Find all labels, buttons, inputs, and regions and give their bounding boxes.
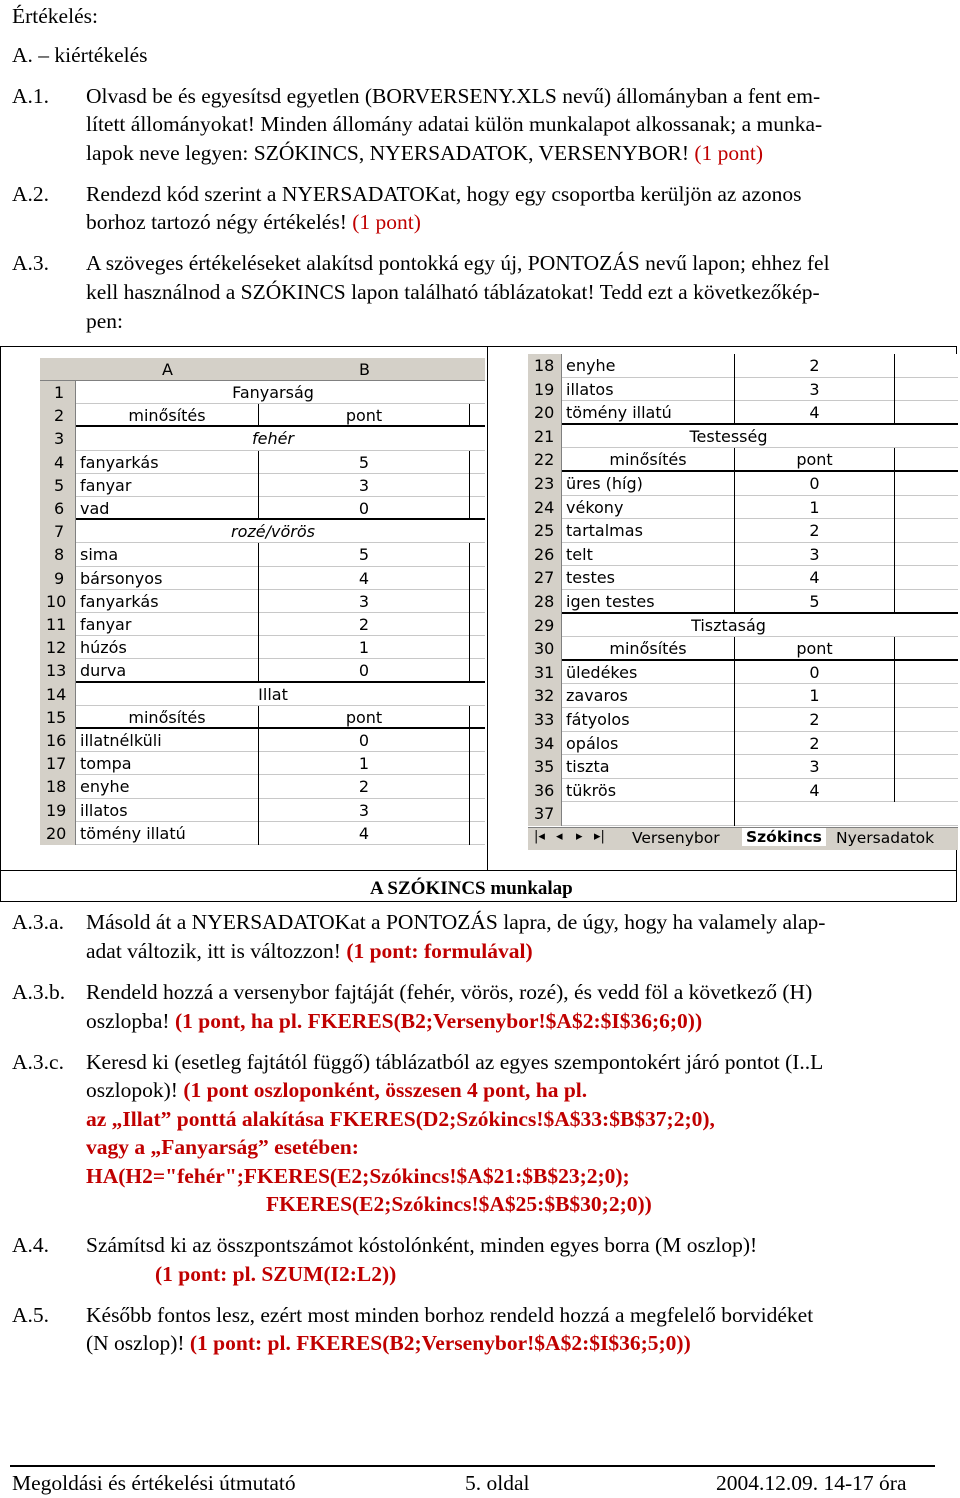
merged-heading-cell[interactable]: rozé/vörös [231,522,315,542]
item-text-part: oszlopba! [86,1009,170,1033]
cell-a[interactable] [562,802,735,826]
sheet-row [528,802,958,826]
cell-a[interactable]: fanyarkás [76,590,259,613]
sheet-row [528,401,958,425]
points-label: FKERES(E2;Szókincs!$A$25:$B$30;2;0)) [266,1192,652,1216]
tab-versenybor[interactable]: Versenybor [632,829,720,847]
row-number[interactable]: 2 [40,404,76,427]
column-header: B [359,360,370,379]
row-number[interactable]: 31 [528,661,562,685]
sheet-row [528,590,958,614]
sheet-row [528,378,958,402]
row-number[interactable]: 30 [528,637,562,661]
item-text: pen: [86,309,124,333]
cell-b[interactable]: 2 [259,613,470,636]
sheet-row [40,799,485,822]
sheet-right [528,354,958,830]
cell-a[interactable]: sima [76,543,259,566]
row-number[interactable]: 4 [40,451,76,474]
item-text: Olvasd be és egyesítsd egyetlen (BORVERSENY.XLS nevű) állományban a fent em- [86,84,821,108]
item-text [86,1329,691,1357]
item-text: Keresd ki (esetleg fajtától függő) táblázatból az egyes szempontokért járó pontot (I..L [86,1050,824,1074]
cell-b[interactable]: 2 [735,732,895,756]
cell-b[interactable]: 0 [259,659,470,682]
sheet-row [40,381,485,404]
cell-a[interactable]: enyhe [76,775,259,798]
cell-a[interactable]: minősítés [76,706,259,729]
row-number[interactable]: 23 [528,472,562,496]
cell-a[interactable]: fanyar [76,474,259,497]
sheet-row [528,496,958,520]
cell-a[interactable]: enyhe [562,354,735,378]
item-text: lített állományokat! Minden állomány adatai külön munkalapot alkossanak; a munka- [86,112,823,136]
sheet-row [40,729,485,752]
sheet-row [40,752,485,775]
sheet-row [528,708,958,732]
cell-b[interactable] [735,802,895,826]
item-text: Másold át a NYERSADATOKat a PONTOZÁS lapra, de úgy, hogy ha valamely alap- [86,910,826,934]
sheet-row [528,425,958,449]
cell-b[interactable]: 5 [735,590,895,614]
row-number[interactable]: 17 [40,752,76,775]
row-number[interactable]: 27 [528,566,562,590]
cell-b[interactable]: 2 [735,708,895,732]
sheet-row [40,497,485,520]
item-number: A.3.b. [12,980,66,1004]
sheet-row [528,779,958,803]
sheet-left-header-row [40,358,485,381]
cell-a[interactable]: illatos [562,378,735,402]
cell-b[interactable]: 3 [735,378,895,402]
cell-a[interactable]: tömény illatú [562,401,735,425]
row-number[interactable]: 12 [40,636,76,659]
item-text-part: (N oszlop)! [86,1331,185,1355]
row-number[interactable]: 20 [528,401,562,425]
sheet-row [40,775,485,798]
row-number[interactable]: 15 [40,706,76,729]
sheet-row [528,732,958,756]
sheet-row [528,543,958,567]
cell-b[interactable]: 4 [735,401,895,425]
row-number[interactable]: 35 [528,755,562,779]
sheet-row [40,474,485,497]
sheet-row [528,519,958,543]
cell-a[interactable]: húzós [76,636,259,659]
item-number: A.3.a. [12,910,64,934]
row-number[interactable]: 6 [40,497,76,520]
sheet-row [40,451,485,474]
sheet-row [528,614,958,638]
item-text-part: oszlopok)! [86,1078,178,1102]
figure-caption-divider [0,870,957,871]
cell-b[interactable]: 1 [259,636,470,659]
item-text: A szöveges értékeléseket alakítsd pontokká egy új, PONTOZÁS nevű lapon; ehhez fel [86,251,830,275]
item-number: A.3.c. [12,1050,64,1074]
footer-right: 2004.12.09. 14-17 óra [716,1471,907,1495]
item-number: A.4. [12,1233,50,1257]
row-number[interactable]: 16 [40,729,76,752]
item-text: Számítsd ki az összpontszámot kóstolónként, minden egyes borra (M oszlop)! [86,1233,758,1257]
points-label: az „Illat” ponttá alakítása FKERES(D2;Szókincs!$A$33:$B$37;2;0), [86,1107,715,1131]
cell-a[interactable]: bársonyos [76,567,259,590]
cell-a[interactable]: minősítés [562,637,735,661]
item-text [86,139,763,167]
cell-b[interactable]: pont [735,637,895,661]
cell-a[interactable]: minősítés [76,404,259,427]
cell-a[interactable]: igen testes [562,590,735,614]
row-number[interactable]: 5 [40,474,76,497]
sheet-row [40,659,485,682]
sheet-row [528,661,958,685]
cell-b[interactable]: 0 [735,472,895,496]
section-a-title: A. – kiértékelés [12,43,148,67]
points-label: (1 pont: formulával) [346,939,533,963]
sheet-row [528,448,958,472]
item-text: kell használnod a SZÓKINCS lapon található táblázatokat! Tedd ezt a következőkép- [86,280,820,304]
row-number[interactable]: 20 [40,822,76,845]
item-number: A.2. [12,182,50,206]
row-number[interactable]: 8 [40,543,76,566]
row-number[interactable]: 34 [528,732,562,756]
cell-b[interactable]: 0 [259,729,470,752]
row-number[interactable]: 13 [40,659,76,682]
sheet-row [40,590,485,613]
cell-b[interactable]: 5 [259,543,470,566]
row-number[interactable]: 36 [528,779,562,803]
points-label: (1 pont oszloponként, összesen 4 pont, ha pl. [183,1078,588,1102]
sheet-row [40,543,485,566]
cell-b[interactable]: pont [259,404,470,427]
points-label: HA(H2="fehér";FKERES(E2;Szókincs!$A$21:$B$23;2;0); [86,1164,630,1188]
sheet-row [528,354,958,378]
sheet-row [40,427,485,450]
cell-b[interactable]: 2 [735,519,895,543]
sheet-row [40,683,485,706]
row-number[interactable]: 18 [40,775,76,798]
cell-b[interactable]: 4 [259,822,470,845]
sheet-row [40,706,485,729]
cell-a[interactable]: illatos [76,799,259,822]
cell-b[interactable]: 0 [259,497,470,520]
item-text: Rendezd kód szerint a NYERSADATOKat, hogy egy csoportba kerüljön az azonos [86,182,802,206]
row-number[interactable]: 26 [528,543,562,567]
sheet-row [528,684,958,708]
row-number[interactable]: 19 [528,378,562,402]
footer-page: 5. oldal [465,1471,530,1495]
points-label: (1 pont, ha pl. FKERES(B2;Versenybor!$A$2:$I$36;6;0)) [174,1009,703,1033]
cell-b[interactable]: 4 [735,779,895,803]
sheet-row [528,472,958,496]
sheet-tab-bar [528,827,958,850]
row-number[interactable]: 14 [40,683,76,706]
cell-b[interactable]: 2 [735,354,895,378]
sheet-row [40,567,485,590]
cell-a[interactable]: vad [76,497,259,520]
item-number: A.1. [12,84,50,108]
cell-a[interactable]: durva [76,659,259,682]
row-number[interactable]: 18 [528,354,562,378]
cell-b[interactable]: 3 [259,590,470,613]
merged-heading-cell[interactable]: fehér [251,429,295,449]
cell-a[interactable]: fátyolos [562,708,735,732]
sheet-row [528,637,958,661]
cell-b[interactable]: 3 [259,799,470,822]
tab-szokincs[interactable]: Szókincs [742,828,826,846]
sheet-row [40,520,485,543]
row-number[interactable]: 22 [528,448,562,472]
item-number: A.3. [12,251,50,275]
cell-a[interactable]: üledékes [562,661,735,685]
item-text [86,937,533,965]
figure-caption: A SZÓKINCS munkalap [370,878,573,899]
footer-rule [10,1465,935,1467]
item-text-part: lapok neve legyen: SZÓKINCS, NYERSADATOK, VERSENYBOR! [86,141,689,165]
cell-a[interactable]: vékony [562,496,735,520]
sheet-left [40,358,485,858]
cell-a[interactable]: tömény illatú [76,822,259,845]
row-number[interactable]: 25 [528,519,562,543]
row-number[interactable]: 33 [528,708,562,732]
cell-b[interactable]: 1 [259,752,470,775]
row-number[interactable]: 9 [40,567,76,590]
column-header: A [162,360,173,379]
tab-nav-first-icon[interactable]: |◂ [534,829,545,844]
merged-heading-cell[interactable]: Tisztaság [691,615,766,635]
cell-a[interactable]: opálos [562,732,735,756]
cell-b[interactable]: 0 [735,661,895,685]
row-number[interactable]: 32 [528,684,562,708]
row-number[interactable]: 11 [40,613,76,636]
row-number[interactable]: 1 [40,381,76,404]
cell-a[interactable]: fanyar [76,613,259,636]
cell-a[interactable]: testes [562,566,735,590]
cell-a[interactable]: üres (híg) [562,472,735,496]
cell-b[interactable]: 1 [735,684,895,708]
item-text [86,1007,702,1035]
item-text [86,1076,587,1104]
sheet-row [40,613,485,636]
points-label: vagy a „Fanyarság” esetében: [86,1135,359,1159]
item-text-part: adat változik, itt is változzon! [86,939,341,963]
cell-b[interactable]: 2 [259,775,470,798]
footer-left: Megoldási és értékelési útmutató [12,1471,296,1495]
cell-a[interactable]: minősítés [562,448,735,472]
cell-a[interactable]: tiszta [562,755,735,779]
cell-b[interactable]: pont [259,706,470,729]
cell-a[interactable]: zavaros [562,684,735,708]
sheet-row [528,566,958,590]
cell-a[interactable]: tükrös [562,779,735,803]
cell-b[interactable]: 3 [735,543,895,567]
row-number[interactable]: 3 [40,427,76,450]
row-number[interactable]: 29 [528,614,562,638]
row-number[interactable]: 24 [528,496,562,520]
tab-nav-last-icon[interactable]: ▸| [594,829,605,844]
tab-nav-prev-icon[interactable]: ◂ [556,829,563,844]
row-number[interactable]: 21 [528,425,562,449]
row-number[interactable]: 7 [40,520,76,543]
figure-divider [487,346,488,870]
cell-b[interactable]: 4 [259,567,470,590]
cell-b[interactable]: pont [735,448,895,472]
item-text: Rendeld hozzá a versenybor fajtáját (fehér, vörös, rozé), és vedd föl a következő (H) [86,980,813,1004]
cell-b[interactable]: 4 [735,566,895,590]
cell-b[interactable]: 3 [735,755,895,779]
cell-a[interactable]: tompa [76,752,259,775]
sheet-row [40,404,485,427]
sheet-row [40,822,485,845]
points-label: (1 pont) [352,210,421,234]
row-number[interactable]: 28 [528,590,562,614]
item-text [86,208,421,236]
cell-b[interactable]: 5 [259,451,470,474]
merged-heading-cell[interactable]: Testesség [689,426,768,446]
points-label: (1 pont: pl. SZUM(I2:L2)) [155,1262,397,1286]
item-number: A.5. [12,1303,50,1327]
row-number[interactable]: 19 [40,799,76,822]
sheet-row [40,636,485,659]
points-label: (1 pont) [694,141,764,165]
page-heading: Értékelés: [12,4,98,28]
sheet-row [528,755,958,779]
tab-nav-next-icon[interactable]: ▸ [576,829,583,844]
cell-a[interactable]: illatnélküli [76,729,259,752]
row-number[interactable]: 10 [40,590,76,613]
cell-a[interactable]: telt [562,543,735,567]
item-text-part: borhoz tartozó négy értékelés! [86,210,347,234]
tab-nyersadatok[interactable]: Nyersadatok [836,829,935,847]
merged-heading-cell[interactable]: Illat [258,684,288,704]
points-label: (1 pont: pl. FKERES(B2;Versenybor!$A$2:$I$36;5;0)) [189,1331,691,1355]
row-number[interactable]: 37 [528,802,562,826]
merged-heading-cell[interactable]: Fanyarság [232,383,314,402]
cell-b[interactable]: 1 [735,496,895,520]
item-text: Később fontos lesz, ezért most minden borhoz rendeld hozzá a megfelelő borvidéket [86,1303,814,1327]
cell-b[interactable]: 3 [259,474,470,497]
cell-a[interactable]: tartalmas [562,519,735,543]
cell-a[interactable]: fanyarkás [76,451,259,474]
